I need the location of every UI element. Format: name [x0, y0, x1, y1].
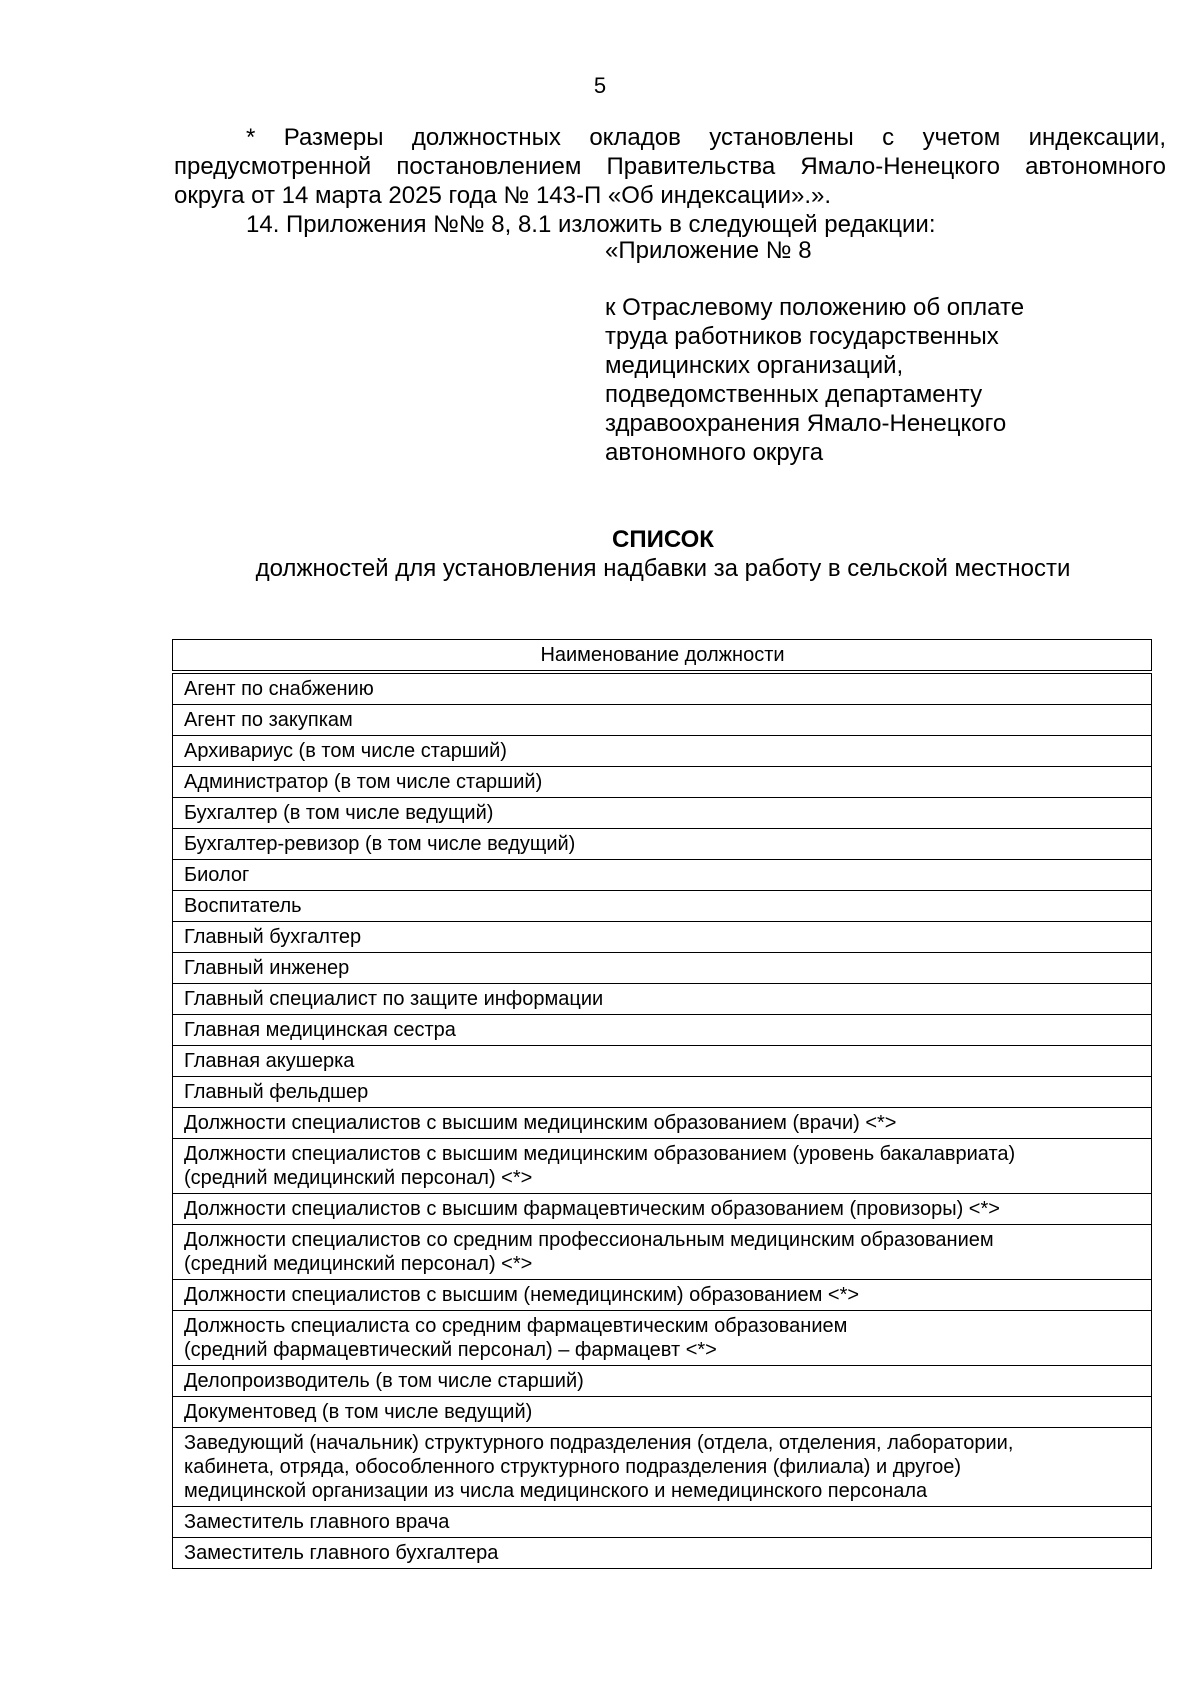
position-name-line: Документовед (в том числе ведущий) [184, 1401, 533, 1423]
page-number: 5 [593, 73, 607, 98]
position-name-line: Агент по снабжению [184, 678, 374, 700]
table-row [173, 1108, 1152, 1139]
position-name-line: Главный инженер [184, 957, 350, 979]
table-row [173, 1015, 1152, 1046]
position-name-line: Главный фельдшер [184, 1081, 369, 1103]
table-row [173, 1225, 1152, 1280]
position-name-line: Главная медицинская сестра [184, 1019, 456, 1041]
table-row [173, 1538, 1152, 1569]
table-row [173, 767, 1152, 798]
position-name-cell [173, 829, 1152, 860]
table-row [173, 1046, 1152, 1077]
position-name-line: (средний медицинский персонал) <*> [184, 1253, 533, 1275]
table-row [173, 1077, 1152, 1108]
position-name-cell [173, 705, 1152, 736]
footnote-paragraph: * Размеры должностных окладов установлены с учетом индексации, предусмотренной постановлением Правительства Ямало-Ненецкого автономного округа от 14 марта 2025 года № 143-П «Об индексации».». [174, 124, 1166, 209]
position-name-line: Воспитатель [184, 895, 302, 917]
table-row [173, 1194, 1152, 1225]
position-name-cell [173, 767, 1152, 798]
position-name-line: Заведующий (начальник) структурного подразделения (отдела, отделения, лаборатории, [184, 1432, 1014, 1454]
list-heading: СПИСОК [612, 526, 714, 553]
position-name-cell [173, 1428, 1152, 1507]
table-row [173, 1428, 1152, 1507]
position-name-cell [173, 953, 1152, 984]
annex-line: труда работников государственных [605, 323, 999, 350]
position-name-line: Должности специалистов с высшим медицинским образованием (врачи) <*> [184, 1112, 897, 1134]
table-row [173, 1507, 1152, 1538]
position-name-line: Бухгалтер (в том числе ведущий) [184, 802, 494, 824]
position-name-cell [173, 1077, 1152, 1108]
position-name-line: Биолог [184, 864, 250, 886]
position-name-cell [173, 1280, 1152, 1311]
position-name-line: Заместитель главного бухгалтера [184, 1542, 499, 1564]
position-name-cell [173, 1311, 1152, 1366]
position-name-line: Главный специалист по защите информации [184, 988, 604, 1010]
position-name-cell [173, 1015, 1152, 1046]
annex-line: подведомственных департаменту [605, 381, 983, 408]
position-name-line: Агент по закупкам [184, 709, 353, 731]
position-name-cell [173, 922, 1152, 953]
table-row [173, 860, 1152, 891]
table-row [173, 1397, 1152, 1428]
position-name-line: Должности специалистов с высшим фармацевтическим образованием (провизоры) <*> [184, 1198, 1000, 1220]
positions-table [172, 639, 1152, 1569]
position-name-cell [173, 1046, 1152, 1077]
position-name-cell [173, 1507, 1152, 1538]
annex-line: здравоохранения Ямало-Ненецкого [605, 410, 1007, 437]
table-body [173, 672, 1152, 1569]
position-name-cell [173, 860, 1152, 891]
position-name-cell [173, 891, 1152, 922]
list-subheading: должностей для установления надбавки за работу в сельской местности [255, 555, 1071, 582]
position-name-line: медицинской организации из числа медицинского и немедицинского персонала [184, 1480, 928, 1502]
table-row [173, 705, 1152, 736]
position-name-cell [173, 1397, 1152, 1428]
annex-line: автономного округа [605, 439, 824, 466]
position-name-line: Должности специалистов со средним профессиональным медицинским образованием [184, 1229, 994, 1251]
table-row [173, 953, 1152, 984]
position-name-line: (средний медицинский персонал) <*> [184, 1167, 533, 1189]
annex-line: медицинских организаций, [605, 352, 904, 379]
position-name-line: Главная акушерка [184, 1050, 355, 1072]
position-name-line: (средний фармацевтический персонал) – фармацевт <*> [184, 1339, 717, 1361]
table-row [173, 1139, 1152, 1194]
annex-line: к Отраслевому положению об оплате [605, 294, 1025, 321]
position-name-cell [173, 1538, 1152, 1569]
column-header-position-name: Наименование должности [173, 640, 1152, 673]
position-name-cell [173, 1139, 1152, 1194]
position-name-line: Заместитель главного врача [184, 1511, 450, 1533]
position-name-cell [173, 1225, 1152, 1280]
position-name-line: Архивариус (в том числе старший) [184, 740, 507, 762]
annex-subtitle [605, 293, 1125, 467]
table-row [173, 984, 1152, 1015]
position-name-cell [173, 736, 1152, 767]
position-name-cell [173, 798, 1152, 829]
table-header-row [173, 640, 1152, 673]
position-name-cell [173, 1194, 1152, 1225]
position-name-cell [173, 672, 1152, 705]
table-row [173, 922, 1152, 953]
annex-title: «Приложение № 8 [605, 237, 812, 264]
table-row [173, 736, 1152, 767]
table-row [173, 798, 1152, 829]
position-name-line: кабинета, отряда, обособленного структурного подразделения (филиала) и другое) [184, 1456, 962, 1478]
annex-block [605, 236, 1125, 467]
table-row [173, 1366, 1152, 1397]
table-row [173, 891, 1152, 922]
position-name-line: Администратор (в том числе старший) [184, 771, 543, 793]
position-name-line: Делопроизводитель (в том числе старший) [184, 1370, 584, 1392]
table-row [173, 672, 1152, 705]
position-name-line: Должности специалистов с высшим медицинским образованием (уровень бакалавриата) [184, 1143, 1016, 1165]
intro-text [174, 123, 1166, 239]
position-name-cell [173, 1108, 1152, 1139]
position-name-line: Должность специалиста со средним фармацевтическим образованием [184, 1315, 848, 1337]
position-name-line: Бухгалтер-ревизор (в том числе ведущий) [184, 833, 576, 855]
table-row [173, 829, 1152, 860]
table-row [173, 1311, 1152, 1366]
position-name-line: Должности специалистов с высшим (немедицинским) образованием <*> [184, 1284, 860, 1306]
position-name-line: Главный бухгалтер [184, 926, 362, 948]
position-name-cell [173, 984, 1152, 1015]
item-14-paragraph: 14. Приложения №№ 8, 8.1 изложить в следующей редакции: [246, 211, 936, 238]
table-row [173, 1280, 1152, 1311]
position-name-cell [173, 1366, 1152, 1397]
